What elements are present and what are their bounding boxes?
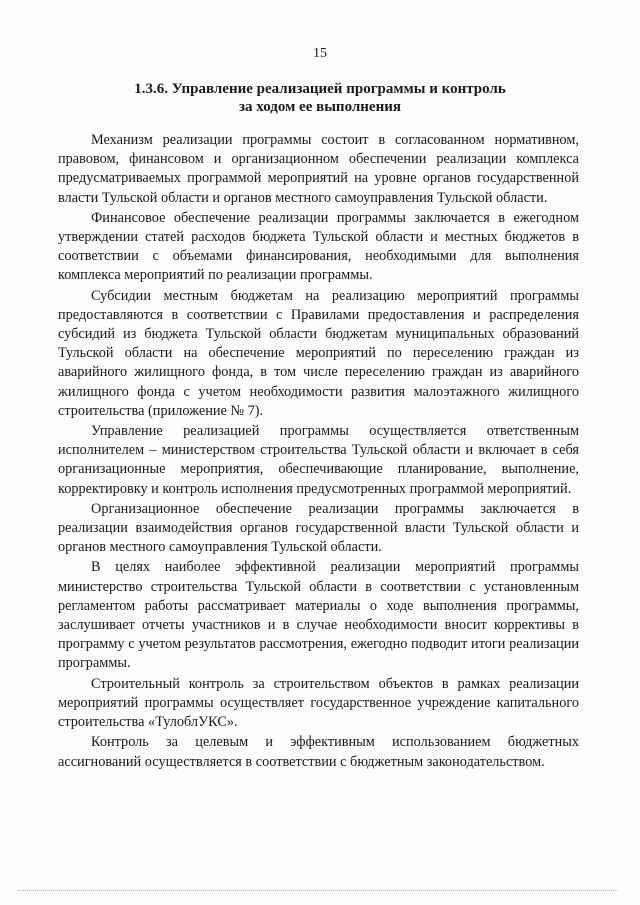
scan-artifact-line [18,890,618,893]
paragraph-efficiency: В целях наиболее эффективной реализации мероприятий программы министерство строительства Тульской области в соответствии с установленным регламентом работы рассматривает материалы о ходе выполнения программы, заслушивает отчеты участников и в случае необходимости вносит коррективы в программу с учетом результатов рассмотрения, ежегодно подводит итоги реализации программы. [58,559,579,672]
paragraph-financing: Финансовое обеспечение реализации программы заключается в ежегодном утверждении статей расходов бюджета Тульской области и местных бюджетов в соответствии с объемами финансирования, необходимыми для выполнения комплекса мероприятий по реализации программы. [58,209,579,284]
section-heading [60,80,580,116]
section-heading-line-2: за ходом ее выполнения [239,99,401,115]
paragraph-organization: Организационное обеспечение реализации программы заключается в реализации взаимодействия органов государственной власти Тульской области и органов местного самоуправления Тульской области. [58,500,579,556]
section-heading-line-1: 1.3.6. Управление реализацией программы и контроль [134,81,506,97]
paragraph-subsidies: Субсидии местным бюджетам на реализацию мероприятий программы предоставляются в соответствии с Правилами предоставления и распределения субсидий из бюджета Тульской области бюджетам муниципальных образований Тульской области на обеспечение мероприятий по переселению граждан из аварийного жилищного фонда, в том числе переселению граждан из аварийного жилищного фонда с учетом необходимости развития малоэтажного жилищного строительства (приложение № 7). [58,287,579,419]
page-number: 15 [313,46,327,61]
paragraph-management: Управление реализацией программы осуществляется ответственным исполнителем – министерством строительства Тульской области и включает в себя организационные мероприятия, обеспечивающие планирование, выполнение, корректировку и контроль исполнения предусмотренных программой мероприятий. [58,423,579,497]
paragraph-construction-control: Строительный контроль за строительством объектов в рамках реализации мероприятий программы осуществляет государственное учреждение капитального строительства «ТулоблУКС». [58,675,579,731]
paragraph-budget-control: Контроль за целевым и эффективным использованием бюджетных ассигнований осуществляется в соответствии с бюджетным законодательством. [58,734,579,770]
paragraph-mechanism: Механизм реализации программы состоит в согласованном нормативном, правовом, финансовом и организационном обеспечении реализации комплекса предусматриваемых программой мероприятий на уровне органов государственной власти Тульской области и органов местного самоуправления Тульской области. [58,132,579,206]
body-text [58,131,579,772]
